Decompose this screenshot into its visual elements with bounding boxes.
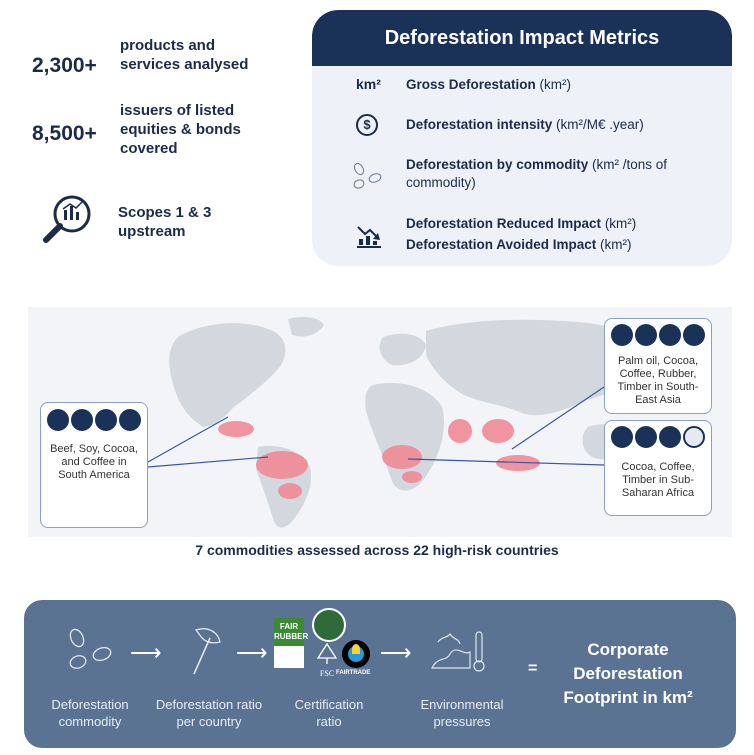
beef-icon — [47, 409, 69, 431]
arrow-icon: ⟶ — [130, 640, 162, 665]
metrics-title: Deforestation Impact Metrics — [312, 10, 732, 66]
equals-sign: = — [528, 660, 538, 677]
fair-rubber-logo — [274, 618, 309, 668]
metric-commodity: Deforestation by commodity (km² /tons of commodity) — [406, 157, 668, 190]
callout-sa-text: Beef, Soy, Cocoa, and Coffee in South America — [50, 443, 138, 481]
seeds-icon — [64, 626, 116, 674]
timber-icon — [635, 324, 657, 346]
step-ratio-label: Deforestation ratio per country — [155, 697, 263, 729]
metric-avoided: Deforestation Avoided Impact (km²) — [406, 237, 632, 252]
stat-scopes-text: Scopes 1 & 3 upstream — [118, 204, 212, 240]
callout-southeast-asia — [604, 318, 712, 414]
palm-icon — [611, 324, 633, 346]
timber-icon — [659, 426, 681, 448]
step-certification-label: Certification ratio — [294, 697, 364, 729]
callout-south-america — [40, 402, 148, 528]
fair-rubber-text: FAIR RUBBER — [274, 618, 304, 646]
cocoa-icon — [119, 409, 141, 431]
callout-africa — [604, 420, 712, 516]
step-environment-label: Environmental pressures — [420, 697, 504, 729]
footprint-pipeline — [24, 600, 736, 748]
fairtrade-label: FAIRTRADE — [336, 670, 371, 676]
stat-products-number: 2,300+ — [32, 54, 97, 77]
cocoa-icon — [611, 426, 633, 448]
declining-chart-icon — [356, 223, 382, 249]
magnifier-chart-icon — [40, 192, 96, 246]
stat-products-text: products and services analysed — [120, 37, 249, 73]
arrow-icon: ⟶ — [236, 640, 268, 665]
metrics-card — [312, 10, 732, 266]
callout-sea-text: Palm oil, Cocoa, Coffee, Rubber, Timber in South-East Asia — [617, 355, 699, 406]
stat-issuers-number: 8,500+ — [32, 122, 97, 145]
seeds-icon — [350, 160, 384, 192]
stat-issuers-text: issuers of listed equities & bonds covered — [120, 102, 241, 157]
rubber-icon — [683, 426, 705, 448]
axe-icon — [182, 624, 232, 678]
fsc-label: FSC — [319, 669, 335, 678]
coffee-icon — [95, 409, 117, 431]
fairtrade-logo — [342, 640, 370, 668]
km2-icon: km² — [356, 76, 381, 92]
coffee-icon — [683, 324, 705, 346]
rainforest-alliance-logo — [312, 608, 346, 642]
commodity-icons-sa — [41, 409, 147, 435]
map-caption: 7 commodities assessed across 22 high-risk countries — [195, 542, 559, 558]
commodity-icons-sea — [605, 324, 711, 350]
step-commodity-label: Deforestation commodity — [51, 697, 129, 729]
environment-icon — [428, 628, 488, 674]
soy-icon — [71, 409, 93, 431]
cocoa-icon — [659, 324, 681, 346]
metric-reduced: Deforestation Reduced Impact (km²) — [406, 216, 637, 231]
dollar-icon: $ — [356, 114, 378, 136]
metric-intensity: Deforestation intensity (km²/M€ .year) — [406, 117, 644, 132]
arrow-icon: ⟶ — [380, 640, 412, 665]
metric-gross: Gross Deforestation (km²) — [406, 77, 572, 92]
callout-africa-text: Cocoa, Coffee, Timber in Sub-Saharan Africa — [621, 461, 695, 499]
result-footprint: Corporate Deforestation Footprint in km² — [563, 640, 693, 707]
coffee-icon — [635, 426, 657, 448]
commodity-icons-africa — [605, 426, 711, 452]
